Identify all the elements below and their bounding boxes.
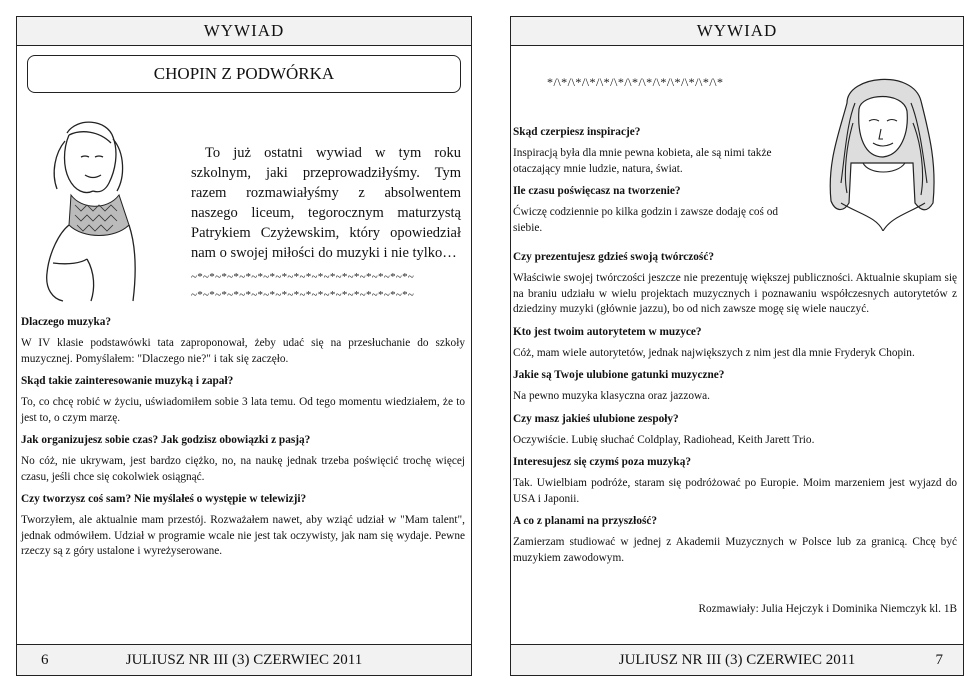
page-number: 7 [935,652,943,668]
question: Interesujesz się czymś poza muzyką? [513,456,692,468]
question: Czy tworzysz coś sam? Nie myślałeś o występie w telewizji? [21,493,307,505]
answer: Tak. Uwielbiam podróże, staram się podróżować po Europie. Moim marzeniem jest wyjazd do USA i Japonii. [513,477,957,505]
interviewee-portrait-sketch [817,63,947,231]
left-page-header: WYWIAD [17,17,471,46]
left-qa-section [21,315,465,567]
masthead: JULIUSZ NR III (3) CZERWIEC 2011 [618,652,856,668]
left-page [16,16,472,676]
separator-line-2: ~*~*~*~*~*~*~*~*~*~*~*~*~*~*~*~*~*~*~ [191,289,415,301]
article-intro [191,143,461,263]
article-intro-text: To już ostatni wywiad w tym roku szkolnym, jaki przeprowadziłyśmy. Tym razem rozmawiałyśmy z absolwentem naszego liceum, tegorocznym maturzystą Patrykiem Czyżewskim, który opowiedział nam o swojej miłości do muzyki i nie tylko… [191,145,461,261]
star-separator: */\*/\*/\*/\*/\*/\*/\*/\*/\*/\*/\*/\* [547,75,724,89]
article-title: CHOPIN Z PODWÓRKA [27,55,461,93]
answer: Ćwiczę codziennie po kilka godzin i zawsze dodaję coś od siebie. [513,206,779,234]
right-page-footer [511,644,963,675]
right-page [510,16,964,676]
answer: Tworzyłem, ale aktualnie mam przestój. Rozważałem nawet, aby wziąć udział w "Mam talent", jednak odmówiłem. Udział w programie wcale nie jest tak oczywisty, jak nam się wydaje. Pewne rzeczy są z góry ustalone i wyreżyserowane. [21,514,465,557]
answer: Zamierzam studiować w jednej z Akademii Muzycznych w Polsce lub za granicą. Chcę być muzykiem zawodowym. [513,536,957,564]
question: Czy masz jakieś ulubione zespoły? [513,412,679,425]
answer: W IV klasie podstawówki tata zaproponował, żeby udać się na przesłuchanie do szkoły muzycznej. Pomyślałem: "Dlaczego nie?" i tak się zaczęło. [21,337,465,365]
answer: Inspiracją była dla mnie pewna kobieta, ale są nimi także otaczający mnie ludzie, natura, świat. [513,147,772,175]
answer: To, co chcę robić w życiu, uświadomiłem sobie 3 lata temu. Od tego momentu wiedziałem, że to jest to, o czym marzę. [21,396,465,424]
answer: Właściwie swojej twórczości jeszcze nie prezentuję większej publiczności. Aktualnie skupiam się na braniu udziału w wielu projektach muzycznych i poznawaniu współczesnych autorytetów z dziedziny muzyki (głównie jazzu), bo od nich zawsze mogę się wiele nauczyć. [513,272,957,315]
question: Dlaczego muzyka? [21,316,112,328]
question: Skąd takie zainteresowanie muzyką i zapał? [21,375,234,387]
question: Jak organizujesz sobie czas? Jak godzisz obowiązki z pasją? [21,434,311,446]
page-number: 6 [41,652,49,668]
question: Skąd czerpiesz inspiracje? [513,126,641,138]
separator-line-1: ~*~*~*~*~*~*~*~*~*~*~*~*~*~*~*~*~*~*~ [191,271,415,283]
question: Jakie są Twoje ulubione gatunki muzyczne? [513,369,725,381]
question: Czy prezentujesz gdzieś swoją twórczość? [513,251,714,263]
question: A co z planami na przyszłość? [513,515,658,527]
masthead: JULIUSZ NR III (3) CZERWIEC 2011 [125,652,363,668]
left-page-footer [17,644,471,675]
question: Ile czasu poświęcasz na tworzenie? [513,185,681,197]
interviewers-signature: Rozmawiały: Julia Hejczyk i Dominika Niemczyk kl. 1B [698,603,957,615]
right-qa-lower [513,250,957,573]
interviewer-portrait-sketch [29,113,139,303]
answer: Cóż, mam wiele autorytetów, jednak największych z nim jest dla mnie Fryderyk Chopin. [513,346,915,359]
right-page-header: WYWIAD [511,17,963,46]
right-qa-upper [513,125,803,243]
answer: Na pewno muzyka klasyczna oraz jazzowa. [513,390,710,402]
answer: No cóż, nie ukrywam, jest bardzo ciężko, no, na naukę jednak trzeba poświęcić trochę więcej czasu, jeśli chce się cokolwiek osiągnąć. [21,455,465,483]
answer: Oczywiście. Lubię słuchać Coldplay, Radiohead, Keith Jarett Trio. [513,433,815,446]
question: Kto jest twoim autorytetem w muzyce? [513,325,702,338]
